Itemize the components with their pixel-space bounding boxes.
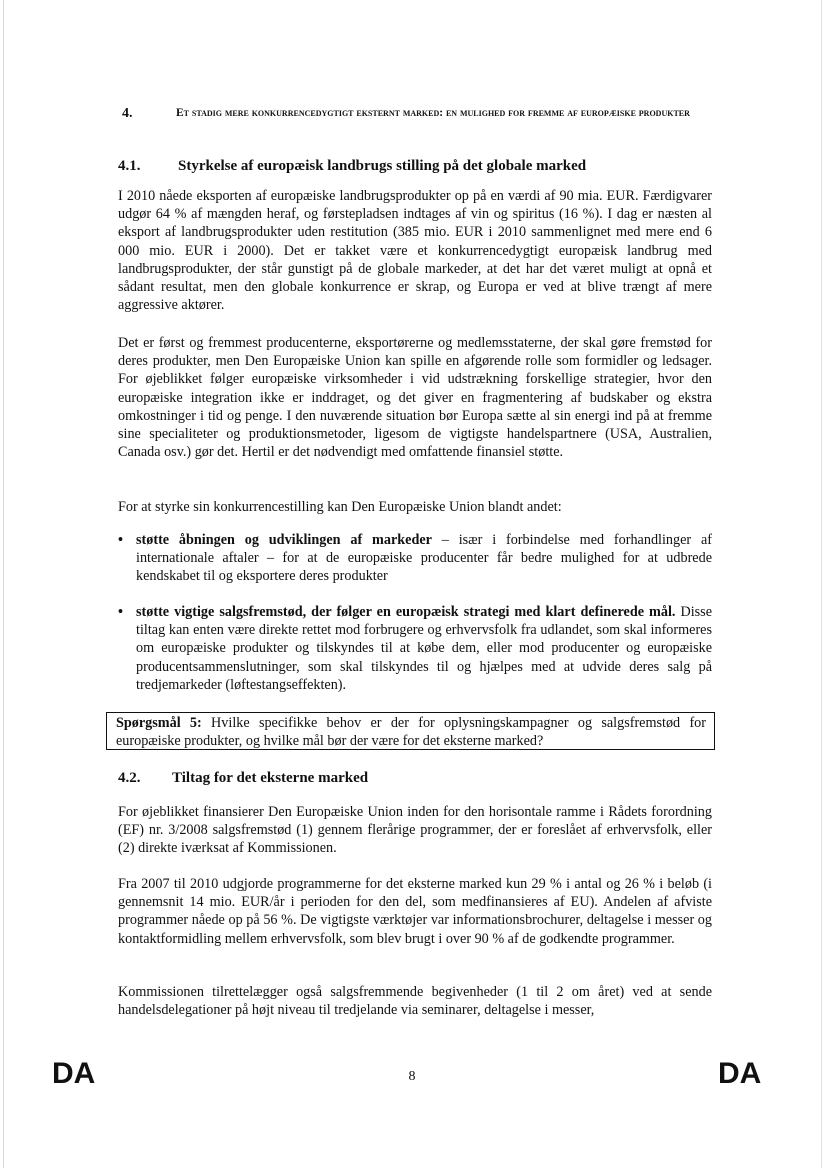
section-4-1-title: Styrkelse af europæisk landbrugs stilling på det globale marked	[178, 158, 587, 174]
paragraph-programmes: Fra 2007 til 2010 udgjorde programmerne for det eksterne marked kun 29 % i antal og 26 % i beløb (i gennemsnit 14 mio. EUR/år i perioden for den del, som medfinansieres af EU). Andelen af afviste programmer nåede op på 56 %. De vigtigste værktøjer var informationsbrochurer, deltagelse i messer og kontaktformidling mellem erhvervsfolk, som blev brugt i over 90 % af de godkendte programmer.	[118, 876, 712, 947]
scan-edge-right	[821, 0, 822, 1168]
page-number: 8	[408, 1069, 416, 1084]
question-text: Hvilke specifikke behov er der for oplysningskampagner og salgsfremstød for europæiske produkter, og hvilke mål bør der være for det eksterne marked?	[116, 715, 706, 749]
bullet-dot: •	[118, 532, 123, 548]
section-4-title: Et stadig mere konkurrencedygtigt eksternt marked: en mulighed for fremme af europæiske produkter	[176, 107, 690, 119]
bullet-bold-lead: støtte vigtige salgsfremstød, der følger en europæisk strategi med klart definerede mål.	[136, 604, 676, 620]
bullet-text: Disse tiltag kan enten være direkte rettet mod forbrugere og erhvervsfolk fra udlandet, som skal informeres om europæiske produkter og tilskyndes til at købe dem, eller mod producenter og europæiske producentsammenslutninger, som skal tilskyndes til og hjælpes med at udvide deres salg på tredjemarkeder (løftestangseffekten).	[136, 604, 712, 693]
paragraph-export: I 2010 nåede eksporten af europæiske landbrugsprodukter op på en værdi af 90 mia. EUR. Færdigvarer udgør 64 % af mængden heraf, og førstepladsen indtages af vin og spiritus (16 %). I dag er næsten al eksport af landbrugsprodukter uden restitution (385 mio. EUR i 2010 sammenlignet med mere end 6 000 mio. EUR i 2000). Det er takket være et konkurrencedygtigt europæisk landbrug med landbrugsprodukter, der står gunstigt på de globale markeder, at det har det været muligt at opnå et sådant resultat, men den globale konkurrence er skrap, og Europa er ved at blive trængt af mere aggressive aktører.	[118, 188, 712, 314]
scan-edge-left	[3, 0, 4, 1168]
bullet-body	[136, 603, 712, 694]
question-label: Spørgsmål 5:	[116, 715, 202, 731]
section-4-2-number: 4.2.	[118, 770, 141, 786]
bullet-dot: •	[118, 604, 123, 620]
paragraph-producers: Det er først og fremmest producenterne, eksportørerne og medlemsstaterne, der skal gøre fremstød for deres produkter, men Den Europæiske Union kan spille en afgørende rolle som formidler og ledsager. For øjeblikket følger europæiske virksomheder i vid udstrækning forskellige strategier, hvor den europæiske integration ikke er inddraget, og det giver en fragmentering af budskaber og ekstra omkostninger i tid og penge. I den nuværende situation bør Europa sætte al sin energi ind på at fremme sine specialiteter og produktionsmetoder, ligesom de vigtigste handelspartnere (USA, Australien, Canada osv.) gør det. Hertil er det nødvendigt med omfattende finansiel støtte.	[118, 335, 712, 461]
bullet-text: – især i forbindelse med forhandlinger af internationale aftaler – for at de europæiske producenter får bedre mulighed for at udbrede kendskabet til og eksportere deres produkter	[136, 532, 712, 585]
paragraph-commission-events: Kommissionen tilrettelægger også salgsfremmende begivenheder (1 til 2 om året) ved at sende handelsdelegationer på højt niveau til tredjelande via seminarer, deltagelse i messer,	[118, 984, 712, 1019]
section-4-2-title: Tiltag for det eksterne marked	[172, 770, 369, 786]
paragraph-financing: For øjeblikket finansierer Den Europæiske Union inden for den horisontale ramme i Rådets forordning (EF) nr. 3/2008 salgsfremstød (1) gennem flerårige programmer, der er foreslået af erhvervsfolk, eller (2) direkte iværksat af Kommissionen.	[118, 804, 712, 857]
language-code-left: DA	[52, 1057, 96, 1090]
section-4-1-number: 4.1.	[118, 158, 141, 174]
paragraph-competitiveness-intro: For at styrke sin konkurrencestilling kan Den Europæiske Union blandt andet:	[118, 499, 562, 515]
language-code-right: DA	[718, 1057, 762, 1090]
question-5-box	[106, 712, 715, 750]
section-4-number: 4.	[122, 106, 133, 121]
bullet-body	[136, 531, 712, 586]
bullet-bold-lead: støtte åbningen og udviklingen af markeder	[136, 532, 432, 548]
